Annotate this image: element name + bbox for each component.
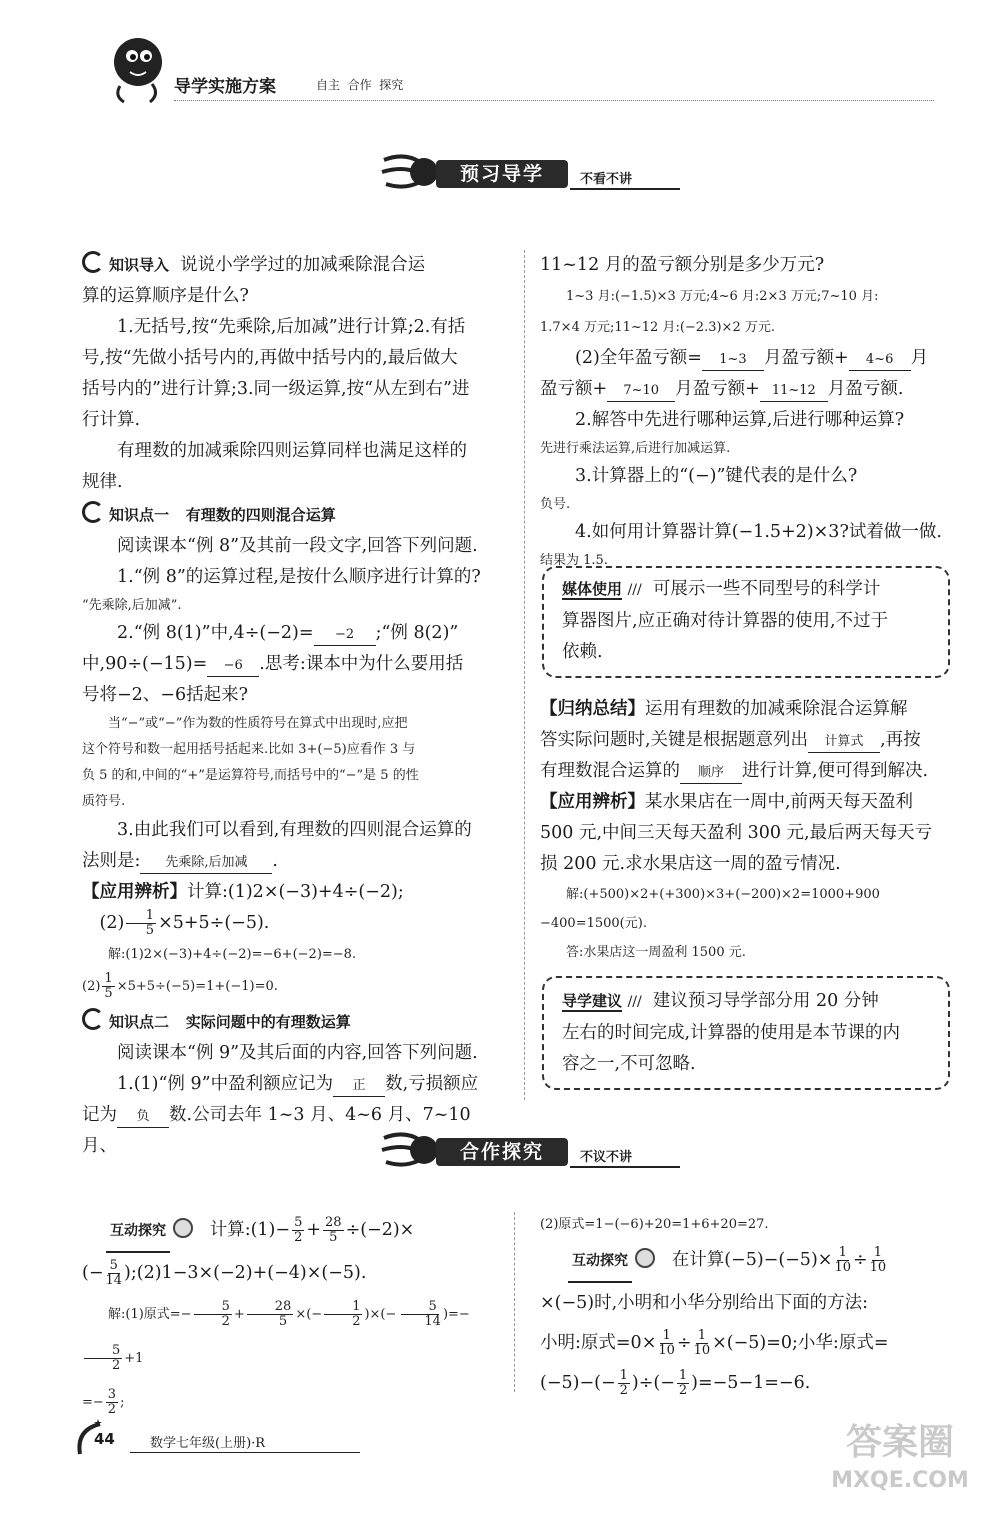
intro-answer-1: 1.无括号,按“先乘除,后加减”进行计算;2.有括 — [117, 317, 466, 337]
right-column: 11~12 月的盈亏额分别是多少万元? 1~3 月:(−1.5)×3 万元;4~6 月:2×3 万元;7~10 月: 1.7×4 万元;11~12 月:(−2.3)×2 万元. (2)全年盈亏额= 1~3 月盈亏额+ 4~6 月 盈亏额+ 7~10 月盈亏额+ 11~12 月盈亏额. 2.解答中先进行哪种运算,后进行哪种运算? 先进行乘法运算,后进行加减运算. 3.计算器上的“(−)”键代表的是什么? 负号. 4.如何用计算器计算(−1.5+2)×3?试着做一做. 结果为 1.5. — [540, 250, 960, 573]
page-number: 44 — [94, 1430, 115, 1448]
tag-k2: 知识点二 — [82, 1013, 169, 1031]
tag-application: 【应用辨析】 — [82, 882, 187, 902]
column-divider-bottom — [514, 1212, 515, 1392]
tag-media: 媒体使用 — [562, 580, 623, 598]
k1-q2e: 号将−2、−6括起来? — [82, 685, 248, 705]
banner-sub: 不看不讲 — [580, 172, 633, 187]
intro-answer-4: 行计算. — [82, 410, 141, 430]
application-solution: 解:(1)2×(−3)+4÷(−2)=−6+(−2)=−8. (2) $\frac{1}{5}$ ×5+5÷(−5)=1+(−1)=0. — [82, 947, 357, 1001]
left-column: 知识导入 说说小学学过的加减乘除混合运 算的运算顺序是什么? 1.无括号,按“先乘除,后加减”进行计算;2.有括 号,按“先做小括号内的,再做中括号内的,最后做大 括号内的”进行计算;3.同一级运算,按“从左到右”进 行计算. 有理数的加减乘除四则运算同样也满足这样的 规律. 知识点一 有理数的四则混合运算 阅读课本“例 8”及其前一段文字,回答下列问题. 1.“例 8”的运算过程,是按什么顺序进行计算的? “先乘除,后加减”. 2.“例 8(1)”中,4÷(−2)= −2 ;“例 8(2)” 中,90÷(−15)= −6 .思考:课本中为什么要用括 号将−2、−6括起来? 当“−”或“−”作为数的性质符号在算式中出现时,应把 这个符号和数一起用括号括起来.比如 3+(−5)应看作 3 与 负 5 的和,中间的“+”是运算符号,而括号中的“−”是 5 的性 质符号. 3.由此我们可以看到,有理数的四则混合运算的 法则是: 先乘除,后加减 . 【应用辨析】计算:(1)2×(−3)+4÷(−2); (2) $\frac{1}{5}$ ×5+5÷(−5). 解:(1)2×(−3)+4÷(−2)=−6+(−2)=−8. (2) $\frac{1}{5}$ ×5+5÷(−5)=1+(−1)=0. 知识点二 实际问题中的有理数运算 阅读课本“例 9”及其后面的内容,回答下列问题. 1.(1)“例 9”中盈利额应记为 正 数,亏损额应 记为 负 数.公司去年 1~3 月、4~6 月、7~10 月、 — [82, 250, 506, 1162]
banner-underline — [570, 1166, 680, 1168]
book-title: 数学七年级(上册)·R — [150, 1436, 266, 1451]
bottom-right: (2)原式=1−(−6)+20=1+6+20=27. 互动探究 在计算(−5)−(−5)× $\frac{1}{10}$ ÷ $\frac{1}{10}$ ×(−5)时,小明和小华分别给出下面的方法: 小明:原式=0× $\frac{1}{10}$ ÷ $\frac{1}{10}$ ×(−5)=0;小华:原式= (−5)−(− $\frac{1}{2}$ )÷(− $\frac{1}{2}$ )=−5−1=−6. — [540, 1210, 960, 1403]
column-divider — [524, 250, 525, 1100]
intro-answer-3: 括号内的”进行计算;3.同一级运算,按“从左到右”进 — [82, 379, 470, 399]
swirl-logo-icon — [380, 150, 442, 194]
k1-title: 有理数的四则混合运算 — [185, 506, 336, 524]
k1-q1: 1.“例 8”的运算过程,是按什么顺序进行计算的? — [117, 567, 481, 587]
moon-icon — [82, 251, 104, 273]
header-sub: 自主 合作 探究 — [316, 78, 404, 92]
tag-summary: 【归纳总结】 — [540, 699, 645, 719]
intro-question: 算的运算顺序是什么? — [82, 286, 249, 306]
r-q5: 4.如何用计算器计算(−1.5+2)×3?试着做一做. — [575, 522, 942, 542]
guide-box: 导学建议 /// 建议预习导学部分用 20 分钟 左右的时间完成,计算器的使用是本节课的内 容之一,不可忽略. — [542, 976, 950, 1090]
blank: 11~12 — [760, 381, 828, 402]
header-rule — [174, 100, 934, 101]
right-summary: 【归纳总结】运用有理数的加减乘除混合运算解 答实际问题时,关键是根据题意列出 计算式 ,再按 有理数混合运算的 顺序 进行计算,便可得到解决. 【应用辨析】某水果店在一周中,前两天每天盈利 500 元,中间三天每天盈利 300 元,最后两天每天亏 损 200 元.求水果店这一周的盈亏情况. 解:(+500)×2+(+300)×3+(−200)×2=1000+900 −400=1500(元). 答:水果店这一周盈利 1500 元. — [540, 694, 960, 967]
r-q2-bottom: ×(−5)时,小明和小华分别给出下面的方法: — [540, 1293, 869, 1313]
r-a5: 结果为 1.5. — [540, 553, 608, 568]
k1-read: 阅读课本“例 8”及其前一段文字,回答下列问题. — [117, 536, 478, 556]
tag-interactive: 互动探究 — [568, 1241, 632, 1283]
blank: 先乘除,后加减 — [140, 853, 272, 874]
blank: 顺序 — [680, 763, 742, 784]
blank: 负 — [117, 1107, 169, 1128]
header — [100, 28, 940, 108]
r-a3: 先进行乘法运算,后进行加减运算. — [540, 441, 731, 456]
watermark — [810, 1420, 990, 1506]
moon-icon — [82, 1008, 104, 1030]
r-q3: 2.解答中先进行哪种运算,后进行哪种运算? — [575, 410, 905, 430]
r-q4: 3.计算器上的“(−)”键代表的是什么? — [575, 466, 858, 486]
watermark-url: MXQE.COM — [831, 1468, 969, 1493]
right-application-solution: 解:(+500)×2+(+300)×3+(−200)×2=1000+900 −400=1500(元). 答:水果店这一周盈利 1500 元. — [540, 887, 880, 960]
blank: 7~10 — [607, 381, 675, 402]
blank: 1~3 — [702, 350, 764, 371]
intro-answer-2: 号,按“先做小括号内的,再做中括号内的,最后做大 — [82, 348, 458, 368]
intro-rule-1: 有理数的加减乘除四则运算同样也满足这样的 — [117, 441, 467, 461]
circle-icon — [635, 1248, 655, 1268]
tag-interactive: 互动探究 — [106, 1211, 170, 1253]
intro-rule-2: 规律. — [82, 472, 123, 492]
banner-underline — [570, 188, 680, 190]
r-a1: 1~3 月:(−1.5)×3 万元;4~6 月:2×3 万元;7~10 月: 1.7×4 万元;11~12 月:(−2.3)×2 万元. — [540, 289, 879, 335]
header-title: 导学实施方案 — [174, 77, 276, 97]
r-a4: 负号. — [540, 497, 571, 512]
bottom-left-solution: 解:(1)原式=− $\frac{5}{2}$ + $\frac{28}{5}$ ×(− $\frac{1}{2}$ )×(− $\frac{5}{14}$ )=− $\frac{5}{2}$ +1 =− $\frac{3}{2}$ ; — [82, 1299, 470, 1417]
footer-rule — [130, 1452, 360, 1453]
blank: 计算式 — [808, 732, 880, 753]
circle-icon — [173, 1218, 193, 1238]
blank: 4~6 — [849, 350, 911, 371]
moon-icon — [82, 501, 104, 523]
banner-cooperate — [380, 1128, 700, 1172]
blank: −6 — [207, 656, 259, 677]
banner-preview — [380, 150, 700, 194]
k1-a2: 当“−”或“−”作为数的性质符号在算式中出现时,应把 这个符号和数一起用括号括起来.比如 3+(−5)应看作 3 与 负 5 的和,中间的“+”是运算符号,而括号中的“−”是 5 的性 质符号. — [82, 716, 419, 809]
swirl-logo-icon — [380, 1128, 442, 1172]
fraction: $\frac{1}{5}$ — [126, 909, 156, 938]
media-usage-box: 媒体使用 /// 可展示一些不同型号的科学计 算器图片,应正确对待计算器的使用,不过于 依赖. — [542, 566, 950, 678]
blank: 正 — [333, 1076, 385, 1097]
watermark-text: 答案圈 — [845, 1422, 954, 1463]
r-q1: 11~12 月的盈亏额分别是多少万元? — [540, 255, 825, 275]
bottom-right-solution: (2)原式=1−(−6)+20=1+6+20=27. — [540, 1217, 769, 1232]
k2-title: 实际问题中的有理数运算 — [185, 1013, 351, 1031]
tag-k1: 知识点一 — [82, 506, 169, 524]
footer — [70, 1418, 370, 1458]
banner-title: 预习导学 — [436, 160, 568, 188]
blank: −2 — [314, 625, 376, 646]
tag-intro: 知识导入 — [82, 256, 169, 274]
banner-title: 合作探究 — [436, 1138, 568, 1166]
mascot-icon — [100, 28, 170, 106]
tag-application-right: 【应用辨析】 — [540, 792, 645, 812]
banner-sub: 不议不讲 — [580, 1150, 633, 1165]
bottom-left: 互动探究 计算:(1)− $\frac{5}{2}$ + $\frac{28}{5}$ ÷(−2)× (− $\frac{5}{14}$ );(2)1−3×(−2)+(−4)×(−5). 解:(1)原式=− $\frac{5}{2}$ + $\frac{28}{5}$ ×(− $\frac{1}{2}$ )×(− $\frac{5}{14}$ )=− $\frac{5}{2}$ +1 =− $\frac{3}{2}$ ; — [82, 1210, 502, 1425]
tag-guide: 导学建议 — [562, 992, 623, 1010]
k2-read: 阅读课本“例 9”及其后面的内容,回答下列问题. — [117, 1043, 478, 1063]
k1-a1: “先乘除,后加减”. — [82, 598, 182, 613]
